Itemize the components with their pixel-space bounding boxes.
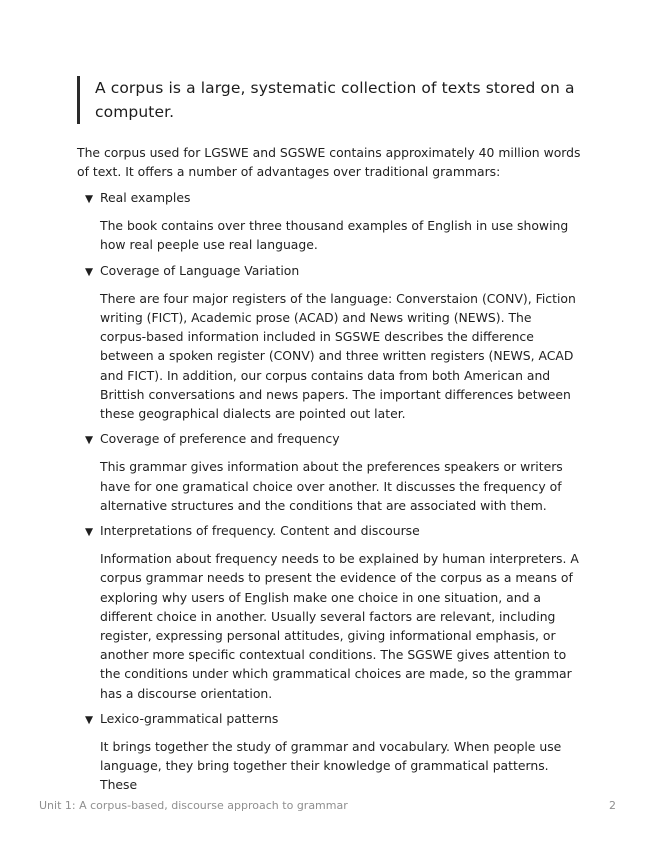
toggle-body: It brings together the study of grammar and vocabulary. When people use language, they bring together their knowledge of grammatical patterns. These [100,739,562,793]
expanded-triangle-icon[interactable]: ▼ [85,713,94,726]
intro-paragraph: The corpus used for LGSWE and SGSWE contains approximately 40 million words of text. It offers a number of advantages over traditional grammars: [77,145,581,180]
toggle-body: The book contains over three thousand examples of English in use showing how real peeple use real language. [100,218,569,253]
toggle-section-language-variation [85,261,585,424]
toggle-section-preference-frequency [85,429,585,515]
toggle-body: This grammar gives information about the preferences speakers or writers have for one gramatical choice over another. It discusses the frequency of alternative structures and the conditions that are associated with them. [100,459,563,513]
expanded-triangle-icon[interactable]: ▼ [85,434,94,447]
toggle-title: Real examples [100,190,191,205]
blockquote: A corpus is a large, systematic collection of texts stored on a computer. [77,76,595,124]
toggle-title: Coverage of Language Variation [100,262,300,278]
expanded-triangle-icon[interactable]: ▼ [85,265,94,278]
footer-title: Unit 1: A corpus-based, discourse approach to grammar [39,799,348,812]
expanded-triangle-icon[interactable]: ▼ [85,193,94,205]
footer-page-number: 2 [609,799,616,812]
toggle-section-interpretations [85,521,585,703]
toggle-header[interactable] [85,261,585,282]
toggle-title: Interpretations of frequency. Content and discourse [100,523,420,539]
toggle-section-real-examples [85,188,585,255]
toggle-title: Lexico-grammatical patterns [100,710,279,726]
toggle-header[interactable] [85,521,585,542]
expanded-triangle-icon[interactable]: ▼ [85,526,94,539]
toggle-section-lexico-grammatical [85,709,585,795]
toggle-header[interactable] [85,429,585,450]
toggle-sections [85,188,585,801]
toggle-header[interactable] [85,188,585,209]
toggle-title: Coverage of preference and frequency [100,431,340,447]
toggle-header[interactable] [85,709,585,730]
toggle-body: There are four major registers of the language: Converstaion (CONV), Fiction writing (FICT), Academic prose (ACAD) and News writing (NEWS). The corpus-based information included in SGSWE describes the difference between a spoken register (CONV) and three written registers (NEWS, ACAD and FICT). In addition, our corpus contains data from both American and Brittish conversations and news papers. The important differences between these geographical dialects are pointed out later. [100,290,576,422]
toggle-body: Information about frequency needs to be explained by human interpreters. A corpus grammar needs to present the evidence of the corpus as a means of exploring why users of English make one choice in one situation, and a different choice in another. Usually several factors are relevant, including register, expressing personal attitudes, giving informational emphasis, or another more specific contextual conditions. The SGSWE gives attention to the conditions under which grammatical choices are made, so the grammar has a discourse orientation. [100,551,579,701]
